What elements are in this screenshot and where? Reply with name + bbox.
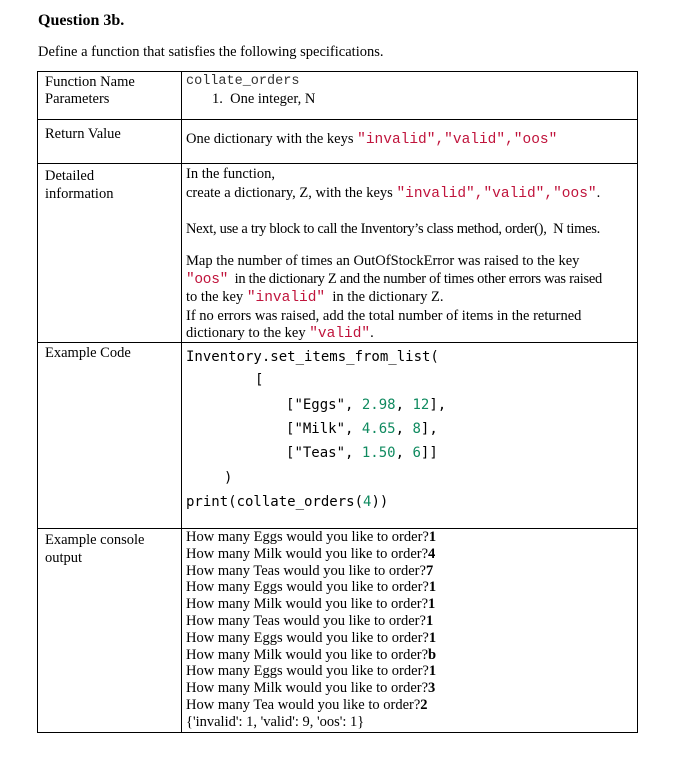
detailed-label-2: information: [45, 186, 114, 202]
function-name-value: collate_orders: [186, 74, 300, 89]
code-line: Inventory.set_items_from_list(: [186, 349, 439, 365]
example-output-label-2: output: [45, 550, 83, 566]
return-value-text: One dictionary with the keys "invalid","valid","oos": [186, 131, 558, 148]
example-code-label: Example Code: [45, 345, 131, 361]
console-line: How many Teas would you like to order?7: [186, 562, 434, 579]
console-line: How many Milk would you like to order?1: [186, 596, 436, 613]
function-name-label: Function Name: [45, 74, 135, 90]
code-line: ): [224, 470, 233, 486]
intro-text: Define a function that satisfies the following specifications.: [38, 44, 384, 60]
detail-paragraph-1: In the function, create a dictionary, Z, with the keys "invalid","valid","oos".: [186, 166, 601, 202]
console-line: How many Milk would you like to order?3: [186, 680, 436, 697]
code-line: ["Milk", 4.65, 8],: [286, 421, 438, 437]
console-line: How many Eggs would you like to order?1: [186, 663, 437, 680]
code-line: [: [255, 372, 264, 388]
question-heading: Question 3b.: [38, 12, 125, 29]
console-line: How many Milk would you like to order?b: [186, 646, 437, 663]
console-output: [186, 529, 436, 731]
parameters-label: Parameters: [45, 91, 110, 107]
detail-paragraph-2: Next, use a try block to call the Inventory’s class method, order(), N times.: [186, 221, 600, 237]
detailed-label: Detailed: [45, 168, 95, 184]
code-line: print(collate_orders(4)): [186, 494, 389, 510]
console-line: How many Eggs would you like to order?1: [186, 629, 437, 646]
parameters-value: 1. One integer, N: [212, 91, 316, 107]
row-divider: [37, 163, 638, 164]
console-line: How many Eggs would you like to order?1: [186, 529, 437, 545]
console-line: How many Milk would you like to order?4: [186, 545, 436, 562]
row-divider: [37, 119, 638, 120]
example-output-label: Example console: [45, 532, 145, 548]
return-value-label: Return Value: [45, 126, 121, 142]
console-line: How many Teas would you like to order?1: [186, 612, 434, 629]
code-line: ["Teas", 1.50, 6]]: [286, 445, 438, 461]
detail-paragraph-3: Map the number of times an OutOfStockError was raised to the key "oos" in the dictionary Z and the number of times other errors was raised to the key "invalid" in the dictionary Z. If no errors was raised, add the total number of items in the returned dictionary to the key "valid".: [186, 253, 602, 342]
code-line: ["Eggs", 2.98, 12],: [286, 397, 447, 413]
console-line: How many Eggs would you like to order?1: [186, 579, 437, 596]
console-result: {'invalid': 1, 'valid': 9, 'oos': 1}: [186, 713, 365, 730]
console-line: How many Tea would you like to order?2: [186, 696, 428, 713]
column-divider: [181, 71, 182, 733]
